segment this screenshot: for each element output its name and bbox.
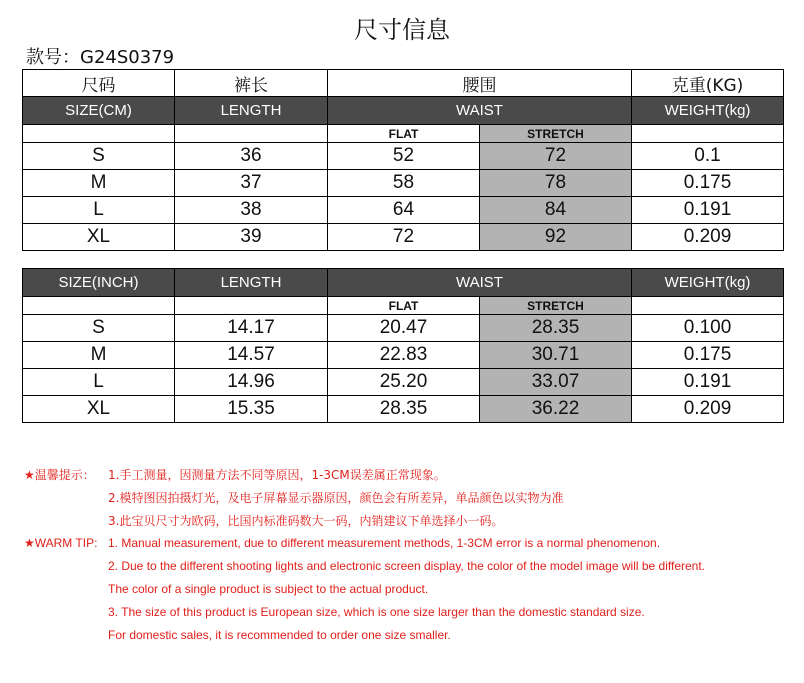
sub-empty (23, 125, 175, 143)
table-row (23, 396, 784, 423)
cell-stretch: 36.22 (480, 396, 632, 423)
cell-weight: 0.191 (632, 197, 784, 224)
cell-length: 15.35 (175, 396, 328, 423)
sub-empty (632, 125, 784, 143)
en-tip-line: The color of a single product is subject to the actual product. (108, 582, 429, 596)
cell-weight: 0.100 (632, 315, 784, 342)
cell-length: 14.96 (175, 369, 328, 396)
cell-size: M (23, 342, 175, 369)
header-weight-cn: 克重(KG) (632, 70, 784, 97)
cell-weight: 0.1 (632, 143, 784, 170)
header-size: SIZE(INCH) (23, 269, 175, 297)
cell-stretch: 33.07 (480, 369, 632, 396)
en-tip-line: For domestic sales, it is recommended to order one size smaller. (108, 628, 451, 642)
en-tip-line: 1. Manual measurement, due to different measurement methods, 1-3CM error is a normal phenomenon. (108, 536, 661, 550)
cell-weight: 0.209 (632, 224, 784, 251)
waist-subheader-row (23, 297, 784, 315)
header-size-cn: 尺码 (23, 70, 175, 97)
cell-length: 39 (175, 224, 328, 251)
header-waist: WAIST (328, 269, 632, 297)
cell-size: S (23, 143, 175, 170)
cell-length: 38 (175, 197, 328, 224)
cn-tip-label: ★温馨提示： (24, 468, 95, 482)
cell-stretch: 78 (480, 170, 632, 197)
cell-flat: 25.20 (328, 369, 480, 396)
cn-tip-line: 3.此宝贝尺寸为欧码，比国内标准码数大一码，内销建议下单选择小一码。 (108, 514, 504, 528)
table-row (23, 170, 784, 197)
cell-length: 14.57 (175, 342, 328, 369)
en-tip-line: 3. The size of this product is European size, which is one size larger than the domestic standard size. (108, 605, 645, 619)
header-weight: WEIGHT(kg) (632, 97, 784, 125)
cell-length: 36 (175, 143, 328, 170)
header-length: LENGTH (175, 269, 328, 297)
cell-size: M (23, 170, 175, 197)
cell-weight: 0.175 (632, 170, 784, 197)
cell-flat: 58 (328, 170, 480, 197)
cell-stretch: 30.71 (480, 342, 632, 369)
cell-size: XL (23, 224, 175, 251)
cell-stretch: 72 (480, 143, 632, 170)
table-row (23, 143, 784, 170)
cell-size: L (23, 369, 175, 396)
cn-tip-line: 1.手工测量，因测量方法不同等原因，1-3CM误差属正常现象。 (108, 468, 446, 482)
header-weight: WEIGHT(kg) (632, 269, 784, 297)
english-header-row (23, 97, 784, 125)
cell-length: 37 (175, 170, 328, 197)
header-length-cn: 裤长 (175, 70, 328, 97)
cn-tip-line: 2.模特图因拍摄灯光，及电子屏幕显示器原因，颜色会有所差异，单品颜色以实物为准 (108, 491, 564, 505)
chinese-header-row (23, 70, 784, 97)
english-header-row (23, 269, 784, 297)
en-tip-line: 2. Due to the different shooting lights and electronic screen display, the color of the model image will be different. (108, 559, 706, 573)
cell-stretch: 92 (480, 224, 632, 251)
cell-flat: 22.83 (328, 342, 480, 369)
sub-empty (632, 297, 784, 315)
cell-weight: 0.175 (632, 342, 784, 369)
table-row (23, 342, 784, 369)
cell-weight: 0.191 (632, 369, 784, 396)
sub-empty (175, 125, 328, 143)
header-length: LENGTH (175, 97, 328, 125)
table-row (23, 315, 784, 342)
en-tip-label: ★WARM TIP: (24, 536, 98, 550)
cell-weight: 0.209 (632, 396, 784, 423)
cell-stretch: 28.35 (480, 315, 632, 342)
waist-subheader-row (23, 125, 784, 143)
cell-flat: 52 (328, 143, 480, 170)
page-title: 尺寸信息 (354, 16, 450, 44)
cell-flat: 20.47 (328, 315, 480, 342)
cell-size: L (23, 197, 175, 224)
sub-flat: FLAT (328, 125, 480, 143)
sub-empty (175, 297, 328, 315)
header-waist-cn: 腰围 (328, 70, 632, 97)
sub-stretch: STRETCH (480, 297, 632, 315)
header-size: SIZE(CM) (23, 97, 175, 125)
cell-size: XL (23, 396, 175, 423)
sub-flat: FLAT (328, 297, 480, 315)
sub-stretch: STRETCH (480, 125, 632, 143)
header-waist: WAIST (328, 97, 632, 125)
size-table-inch (22, 268, 784, 423)
cell-size: S (23, 315, 175, 342)
style-number: 款号：G24S0379 (26, 47, 175, 68)
cell-flat: 64 (328, 197, 480, 224)
sub-empty (23, 297, 175, 315)
size-table-cm (22, 69, 784, 251)
cell-flat: 28.35 (328, 396, 480, 423)
cell-flat: 72 (328, 224, 480, 251)
table-row (23, 224, 784, 251)
table-row (23, 197, 784, 224)
cell-stretch: 84 (480, 197, 632, 224)
cell-length: 14.17 (175, 315, 328, 342)
table-row (23, 369, 784, 396)
